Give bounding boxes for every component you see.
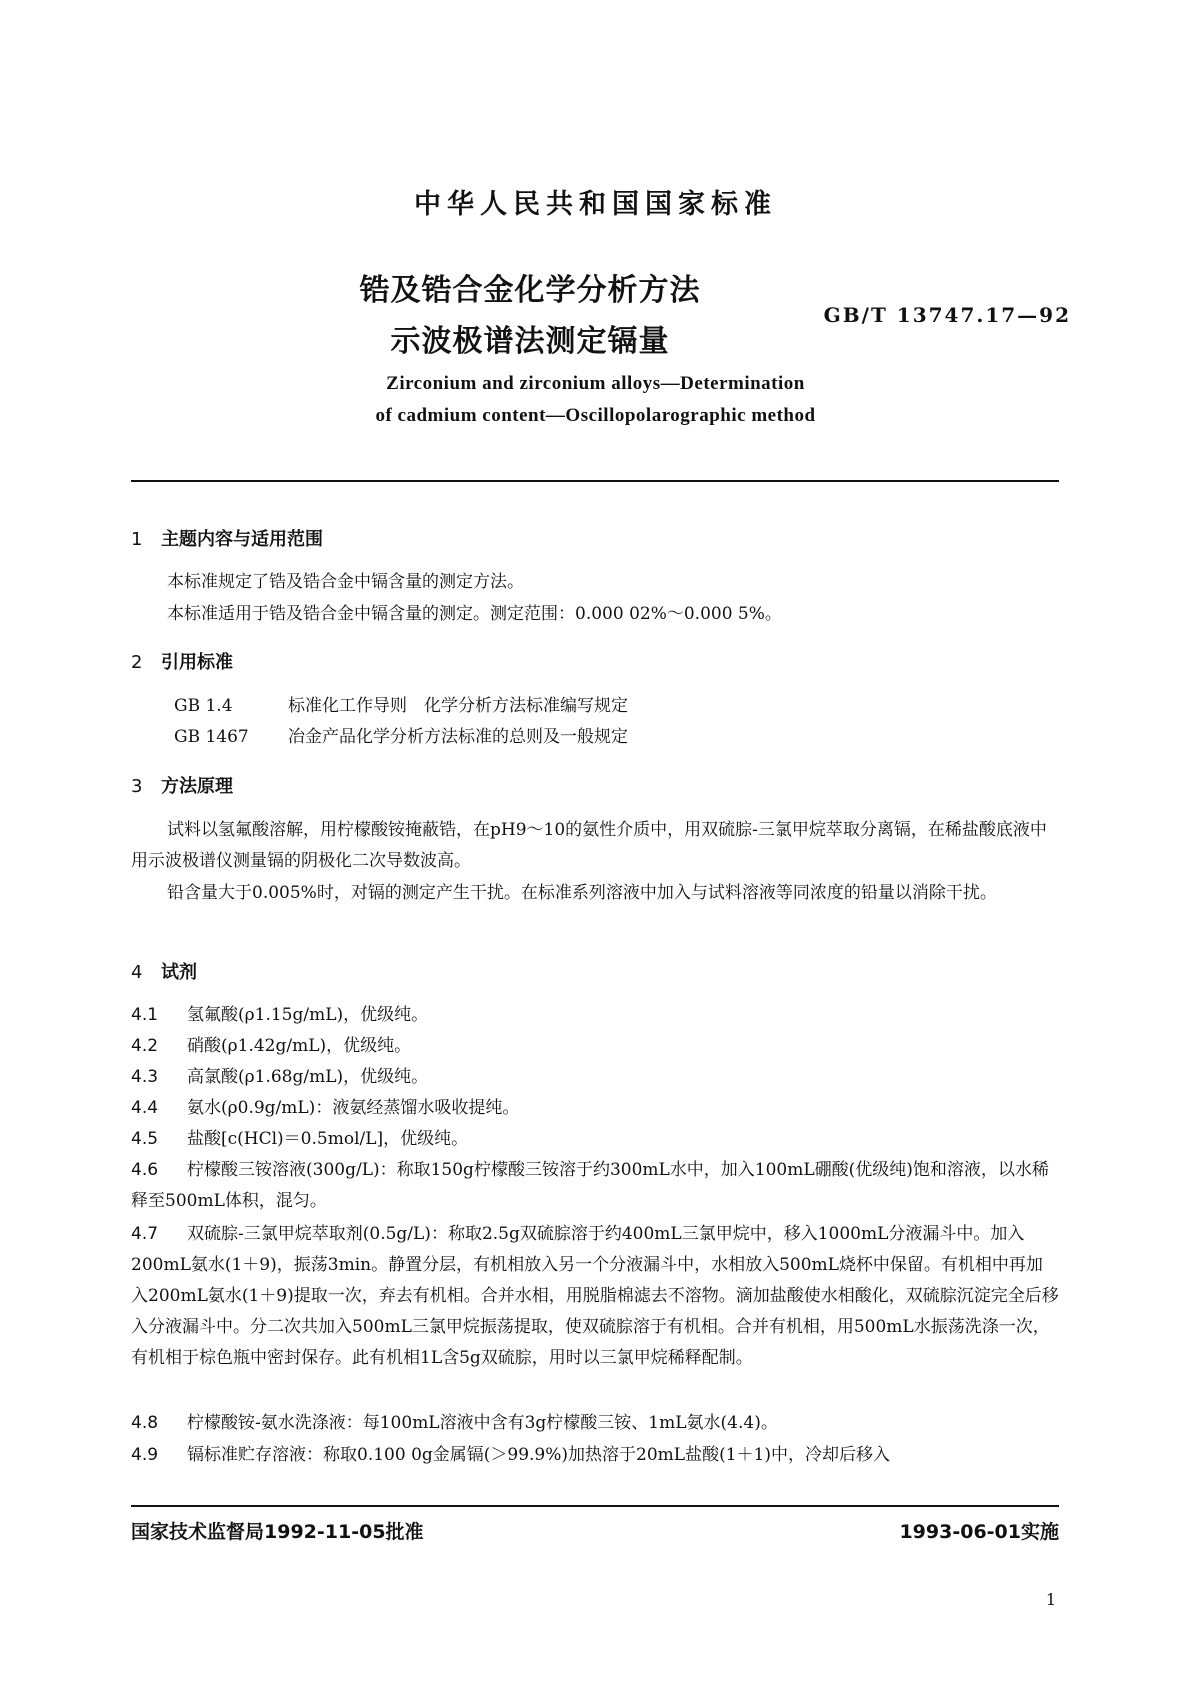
item-text: 盐酸[c(HCl)＝0.5mol/L]，优级纯。 [187, 1129, 469, 1149]
reagent-item [131, 1031, 1059, 1062]
item-number: 4.5 [131, 1129, 159, 1149]
item-text: 柠檬酸铵-氨水洗涤液：每100mL溶液中含有3g柠檬酸三铵、1mL氨水(4.4)。 [187, 1413, 778, 1433]
item-text: 镉标准贮存溶液：称取0.100 0g金属镉(＞99.9%)加热溶于20mL盐酸(1＋1)中，冷却后移入 [187, 1445, 890, 1465]
section-title: 引用标准 [161, 652, 233, 673]
item-number: 4.2 [131, 1036, 159, 1056]
reference-item [174, 691, 628, 722]
section-title: 主题内容与适用范围 [161, 529, 323, 550]
document-title-line2: 示波极谱法测定镉量 [390, 324, 670, 359]
section-title: 试剂 [161, 962, 197, 983]
item-text: 双硫腙-三氯甲烷萃取剂(0.5g/L)：称取2.5g双硫腙溶于约400mL三氯甲烷中，移入1000mL分液漏斗中。加入200mL氨水(1＋9)，振荡3min。静置分层，有机相放入另一个分液漏斗中，水相放入500mL烧杯中保留。有机相中再加入200mL氨水(1＋9)提取一次，弃去有机相。合并水相，用脱脂棉滤去不溶物。滴加盐酸使水相酸化，双硫腙沉淀完全后移入分液漏斗中。分二次共加入500mL三氯甲烷振荡提取，使双硫腙溶于有机相。合并有机相，用500mL水振荡洗涤一次，有机相于棕色瓶中密封保存。此有机相1L含5g双硫腙，用时以三氯甲烷稀释配制。 [131, 1224, 1059, 1368]
section-heading-2 [131, 648, 233, 674]
reagent-item [131, 1440, 1059, 1471]
reference-item [174, 722, 628, 753]
item-number: 4.7 [131, 1224, 159, 1244]
item-number: 4.1 [131, 1005, 159, 1025]
item-number: 4.9 [131, 1445, 159, 1465]
standard-number: GB/T 13747.17—92 [823, 303, 1071, 327]
reagent-item [131, 1000, 1059, 1031]
item-number: 4.3 [131, 1067, 159, 1087]
reference-code: GB 1467 [174, 727, 249, 747]
paragraph: 本标准适用于锆及锆合金中镉含量的测定。测定范围：0.000 02%～0.000 5%。 [167, 604, 782, 624]
effective-date: 1993-06-01实施 [899, 1521, 1059, 1543]
section-heading-4 [131, 958, 197, 984]
section-number: 3 [131, 776, 143, 797]
document-title-line1: 锆及锆合金化学分析方法 [359, 273, 701, 308]
reagent-item [131, 1093, 1059, 1124]
reagent-item [131, 1062, 1059, 1093]
reference-text: 标准化工作导则 化学分析方法标准编写规定 [288, 696, 628, 716]
national-standard-heading: 中华人民共和国国家标准 [414, 189, 777, 220]
section-number: 2 [131, 652, 143, 673]
reagent-item [131, 1155, 1059, 1217]
section-heading-1 [131, 525, 323, 551]
reagent-item [131, 1408, 1059, 1439]
item-text: 柠檬酸三铵溶液(300g/L)：称取150g柠檬酸三铵溶于约300mL水中，加入100mL硼酸(优级纯)饱和溶液，以水稀释至500mL体积，混匀。 [131, 1160, 1049, 1211]
english-title-line2: of cadmium content—Oscillopolarographic method [375, 405, 816, 426]
section-number: 4 [131, 962, 143, 983]
item-text: 硝酸(ρ1.42g/mL)，优级纯。 [187, 1036, 412, 1056]
item-number: 4.8 [131, 1413, 159, 1433]
reagent-item [131, 1219, 1059, 1374]
paragraph: 铅含量大于0.005%时，对镉的测定产生干扰。在标准系列溶液中加入与试料溶液等同浓度的铅量以消除干扰。 [167, 883, 997, 903]
header-divider [131, 480, 1059, 482]
section-number: 1 [131, 529, 143, 550]
item-number: 4.6 [131, 1160, 159, 1180]
page-number: 1 [1045, 1590, 1056, 1609]
footer-divider [131, 1505, 1059, 1507]
paragraph: 试料以氢氟酸溶解，用柠檬酸铵掩蔽锆，在pH9～10的氨性介质中，用双硫腙-三氯甲烷萃取分离镉，在稀盐酸底液中用示波极谱仪测量镉的阴极化二次导数波高。 [131, 820, 1047, 871]
section-title: 方法原理 [161, 776, 233, 797]
section-heading-3 [131, 772, 233, 798]
item-number: 4.4 [131, 1098, 159, 1118]
item-text: 高氯酸(ρ1.68g/mL)，优级纯。 [187, 1067, 429, 1087]
reference-text: 冶金产品化学分析方法标准的总则及一般规定 [288, 727, 628, 747]
approval-date: 国家技术监督局1992-11-05批准 [131, 1521, 424, 1543]
item-text: 氨水(ρ0.9g/mL)：液氨经蒸馏水吸收提纯。 [187, 1098, 520, 1118]
reagent-item [131, 1124, 1059, 1155]
paragraph: 本标准规定了锆及锆合金中镉含量的测定方法。 [167, 572, 524, 592]
english-title-line1: Zirconium and zirconium alloys—Determination [386, 373, 805, 394]
reference-code: GB 1.4 [174, 696, 233, 716]
item-text: 氢氟酸(ρ1.15g/mL)，优级纯。 [187, 1005, 429, 1025]
